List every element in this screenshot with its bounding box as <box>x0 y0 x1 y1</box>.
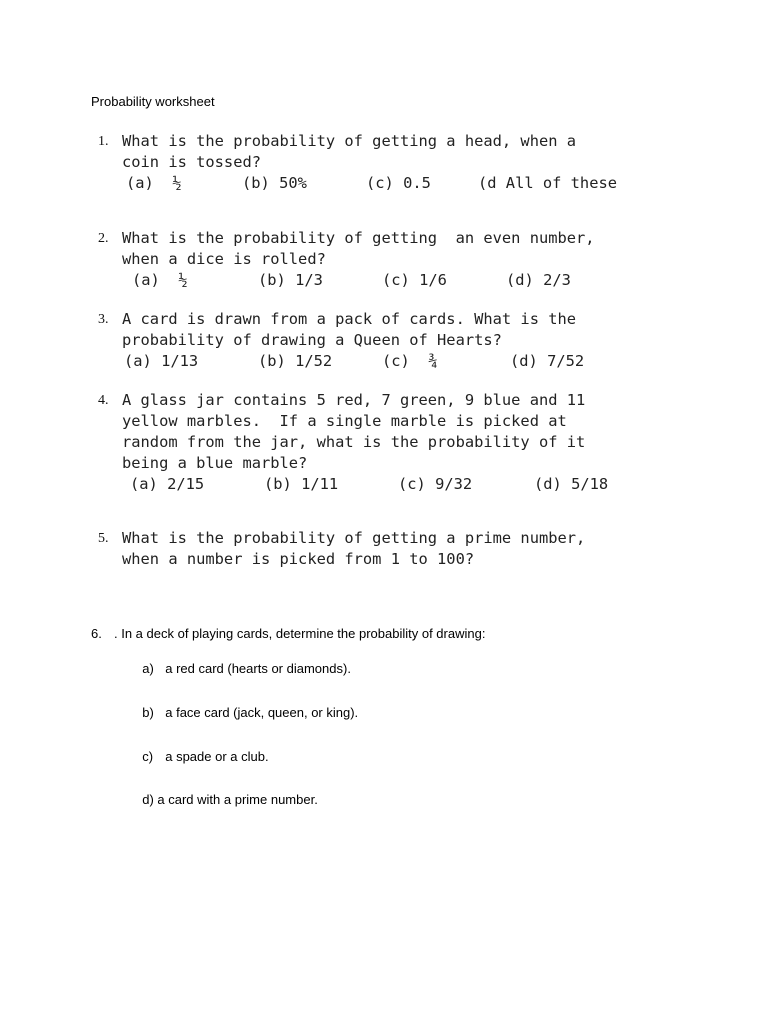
question-number: 5. <box>98 531 109 546</box>
question-text-line: random from the jar, what is the probability of it <box>122 433 586 451</box>
sub-text: a red card (hearts or diamonds). <box>165 661 351 676</box>
answer-options <box>132 270 658 291</box>
question-text-line: probability of drawing a Queen of Hearts? <box>122 331 502 349</box>
option-c: (c) 0.5 <box>366 174 431 192</box>
sub-question-d <box>135 777 318 807</box>
option-b: (b) 50% <box>242 174 307 192</box>
question-text-line: A card is drawn from a pack of cards. What is the <box>122 310 577 328</box>
answer-options <box>124 351 658 372</box>
option-b: (b) 1/3 <box>258 271 323 289</box>
sub-text: a face card (jack, queen, or king). <box>165 705 359 720</box>
sub-question-b <box>135 690 358 720</box>
question-text-line: coin is tossed? <box>122 153 261 171</box>
question-1 <box>98 131 658 194</box>
option-d: (d) 7/52 <box>510 352 585 370</box>
option-c: (c) ¾ <box>382 352 438 370</box>
sub-question-c <box>135 734 269 764</box>
option-a: (a) ½ <box>132 271 188 289</box>
question-2 <box>98 228 658 291</box>
sub-label: b) <box>142 705 154 720</box>
question-number: 3. <box>98 312 109 327</box>
question-4 <box>98 390 658 495</box>
option-d: (d All of these <box>478 174 617 192</box>
option-a: (a) 1/13 <box>124 352 199 370</box>
page-title: Probability worksheet <box>91 94 215 109</box>
question-number: 2. <box>98 231 109 246</box>
sub-text: d) a card with a prime number. <box>142 792 318 807</box>
answer-options <box>126 173 658 194</box>
question-text-line: when a number is picked from 1 to 100? <box>122 550 475 568</box>
option-d: (d) 2/3 <box>506 271 571 289</box>
question-number: 6. <box>91 626 102 641</box>
question-5 <box>98 528 658 570</box>
option-a: (a) ½ <box>126 174 182 192</box>
question-text-line: What is the probability of getting a head, when a <box>122 132 577 150</box>
question-3 <box>98 309 658 372</box>
option-c: (c) 9/32 <box>398 475 473 493</box>
question-text-line: yellow marbles. If a single marble is picked at <box>122 412 567 430</box>
option-a: (a) 2/15 <box>130 475 205 493</box>
sub-label: a) <box>142 661 154 676</box>
answer-options <box>130 474 658 495</box>
question-text-line: What is the probability of getting a prime number, <box>122 529 586 547</box>
sub-label: c) <box>142 749 154 764</box>
question-number: 4. <box>98 393 109 408</box>
question-6 <box>91 625 485 643</box>
question-text-line: being a blue marble? <box>122 454 308 472</box>
question-text-line: A glass jar contains 5 red, 7 green, 9 blue and 11 <box>122 391 586 409</box>
question-text: . In a deck of playing cards, determine the probability of drawing: <box>114 626 486 641</box>
sub-question-a <box>135 646 351 676</box>
sub-text: a spade or a club. <box>165 749 269 764</box>
option-c: (c) 1/6 <box>382 271 447 289</box>
question-text-line: when a dice is rolled? <box>122 250 326 268</box>
option-d: (d) 5/18 <box>534 475 609 493</box>
option-b: (b) 1/52 <box>258 352 333 370</box>
option-b: (b) 1/11 <box>264 475 339 493</box>
question-number: 1. <box>98 134 109 149</box>
question-text-line: What is the probability of getting an even number, <box>122 229 595 247</box>
